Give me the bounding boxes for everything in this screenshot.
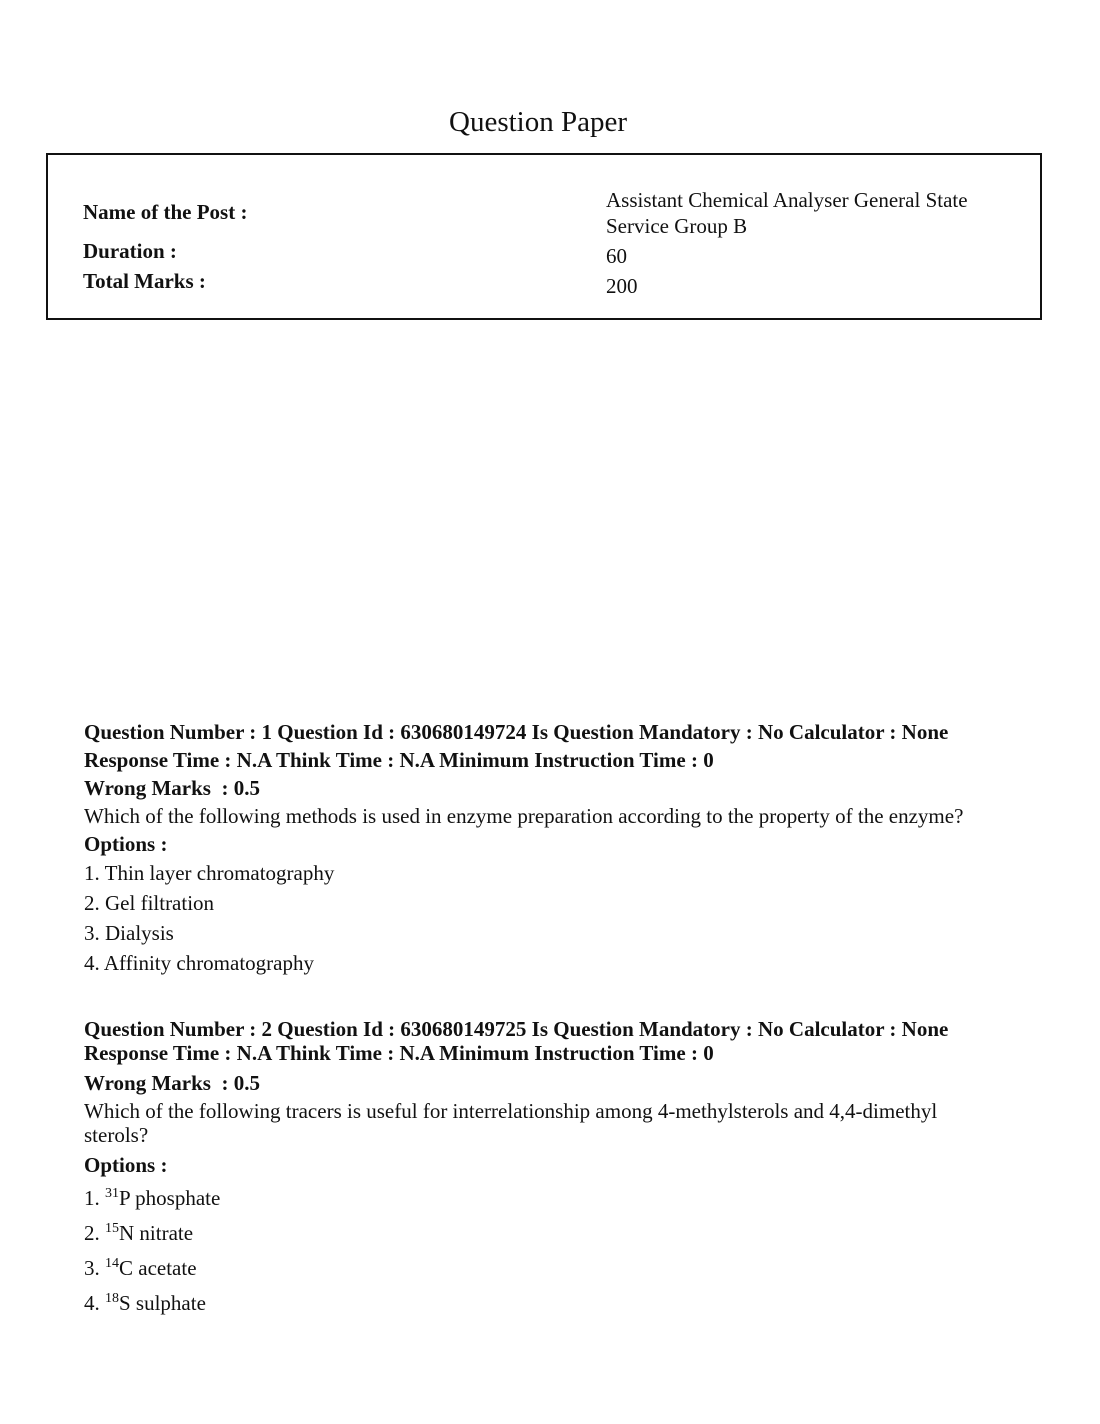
- question-block-1: [84, 718, 1044, 978]
- duration-label: Duration :: [83, 239, 177, 263]
- option-item: 2. Gel filtration: [84, 891, 215, 915]
- option-item: [84, 1216, 1044, 1251]
- option-number: 3.: [84, 1256, 105, 1280]
- option-number: 1.: [84, 1186, 105, 1210]
- page-title: Question Paper: [449, 106, 627, 138]
- option-number: 2.: [84, 1221, 105, 1245]
- option-item: 4. Affinity chromatography: [84, 951, 314, 975]
- post-name-value: Assistant Chemical Analyser General State Service Group B: [606, 188, 968, 238]
- question-text: Which of the following tracers is useful for interrelationship among 4-methylsterols and 4,4-dimethyl sterols?: [84, 1099, 938, 1147]
- isotope-mass-number: 15: [105, 1221, 119, 1236]
- question-meta-line: Question Number : 1 Question Id : 630680149724 Is Question Mandatory : No Calculator : None: [84, 720, 949, 744]
- isotope-mass-number: 31: [105, 1186, 119, 1201]
- question-block-2: [84, 1017, 1044, 1321]
- option-item: [84, 1286, 1044, 1321]
- question-meta-line: Response Time : N.A Think Time : N.A Minimum Instruction Time : 0: [84, 1041, 714, 1065]
- option-item: [84, 1181, 1044, 1216]
- total-marks-value: 200: [606, 274, 638, 298]
- question-meta-line: Question Number : 2 Question Id : 630680149725 Is Question Mandatory : No Calculator : None: [84, 1017, 949, 1041]
- option-text: P phosphate: [119, 1186, 221, 1210]
- option-item: [84, 1251, 1044, 1286]
- option-item: 3. Dialysis: [84, 921, 174, 945]
- option-text: N nitrate: [119, 1221, 194, 1245]
- option-text: S sulphate: [119, 1291, 206, 1315]
- option-number: 4.: [84, 1291, 105, 1315]
- wrong-marks: Wrong Marks : 0.5: [84, 1071, 260, 1095]
- options-label: Options :: [84, 1153, 168, 1177]
- post-info-box: [46, 153, 1042, 320]
- duration-value: 60: [606, 244, 627, 268]
- total-marks-label: Total Marks :: [83, 269, 206, 293]
- question-meta-line: Response Time : N.A Think Time : N.A Minimum Instruction Time : 0: [84, 748, 714, 772]
- option-item: 1. Thin layer chromatography: [84, 861, 335, 885]
- options-label: Options :: [84, 832, 168, 856]
- wrong-marks: Wrong Marks : 0.5: [84, 776, 260, 800]
- isotope-mass-number: 14: [105, 1256, 119, 1271]
- isotope-mass-number: 18: [105, 1291, 119, 1306]
- question-text: Which of the following methods is used in enzyme preparation according to the property of the enzyme?: [84, 804, 964, 828]
- post-name-label: Name of the Post :: [83, 200, 248, 224]
- option-text: C acetate: [119, 1256, 197, 1280]
